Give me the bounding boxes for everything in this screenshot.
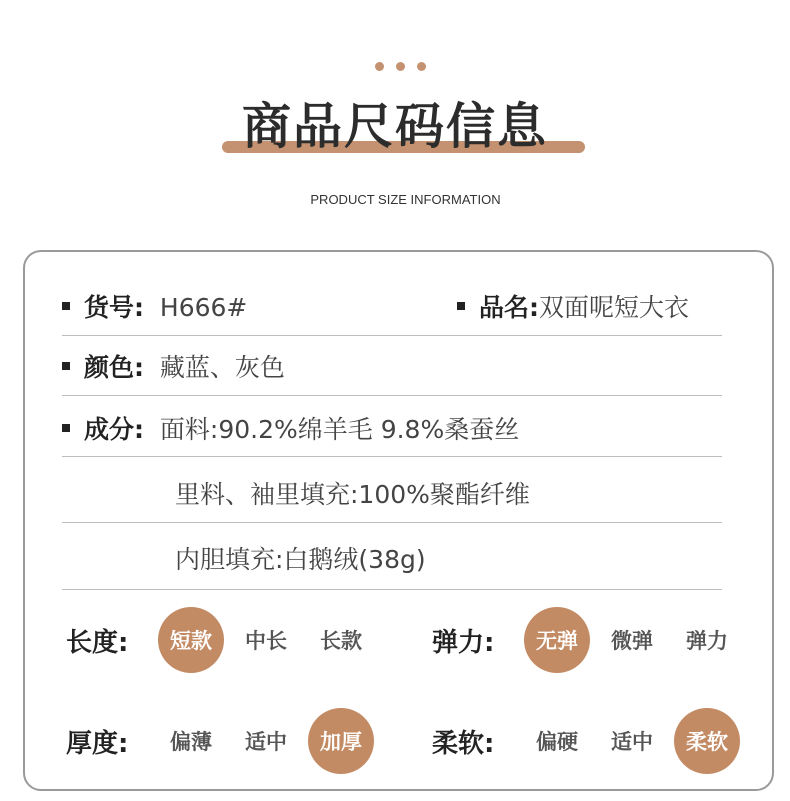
dot: [417, 62, 426, 71]
length-option-long: 长款: [320, 629, 362, 653]
bullet-icon: [62, 424, 70, 432]
composition-filling: 内胆填充:白鹅绒(38g): [175, 545, 426, 574]
thickness-label: 厚度:: [66, 728, 129, 759]
row-composition: [62, 410, 722, 446]
divider: [62, 589, 722, 590]
bullet-icon: [62, 362, 70, 370]
dot: [396, 62, 405, 71]
page-title: 商品尺码信息: [241, 98, 548, 155]
bullet-icon: [457, 302, 465, 310]
length-option-medium: 中长: [245, 629, 287, 653]
thickness-option-thick: 加厚: [308, 708, 374, 774]
softness-option-hard: 偏硬: [536, 730, 578, 754]
elasticity-option-none: 无弹: [524, 607, 590, 673]
composition-shell: 面料:90.2%绵羊毛 9.8%桑蚕丝: [159, 415, 520, 444]
row-name: [457, 288, 727, 324]
softness-option-soft: 柔软: [674, 708, 740, 774]
elasticity-option-stretch: 弹力: [686, 629, 728, 653]
thickness-attribute: [66, 708, 383, 774]
softness-attribute: [432, 708, 749, 774]
length-label: 长度:: [66, 627, 129, 658]
decorative-dots: [375, 62, 426, 71]
divider: [62, 395, 722, 396]
composition-lining: 里料、袖里填充:100%聚酯纤维: [175, 480, 530, 509]
row-composition-filling: [175, 540, 715, 576]
name-value: 双面呢短大衣: [539, 293, 690, 322]
page-subtitle: PRODUCT SIZE INFORMATION: [310, 192, 501, 207]
color-value: 藏蓝、灰色: [159, 353, 285, 382]
composition-label: 成分:: [84, 415, 144, 444]
item-no-label: 货号:: [84, 293, 144, 322]
bullet-icon: [62, 302, 70, 310]
divider: [62, 335, 722, 336]
name-label: 品名:: [479, 293, 539, 322]
elasticity-label: 弹力:: [432, 627, 495, 658]
elasticity-option-slight: 微弹: [611, 629, 653, 653]
thickness-option-medium: 适中: [245, 730, 287, 754]
length-attribute: [66, 607, 383, 673]
row-composition-lining: [175, 475, 715, 511]
row-color: [62, 348, 722, 384]
length-option-short: 短款: [158, 607, 224, 673]
divider: [62, 456, 722, 457]
softness-label: 柔软:: [432, 728, 495, 759]
elasticity-attribute: [432, 607, 749, 673]
divider: [62, 522, 722, 523]
color-label: 颜色:: [84, 353, 144, 382]
softness-option-medium: 适中: [611, 730, 653, 754]
thickness-option-thin: 偏薄: [170, 730, 212, 754]
dot: [375, 62, 384, 71]
item-no-value: H666#: [159, 293, 248, 322]
